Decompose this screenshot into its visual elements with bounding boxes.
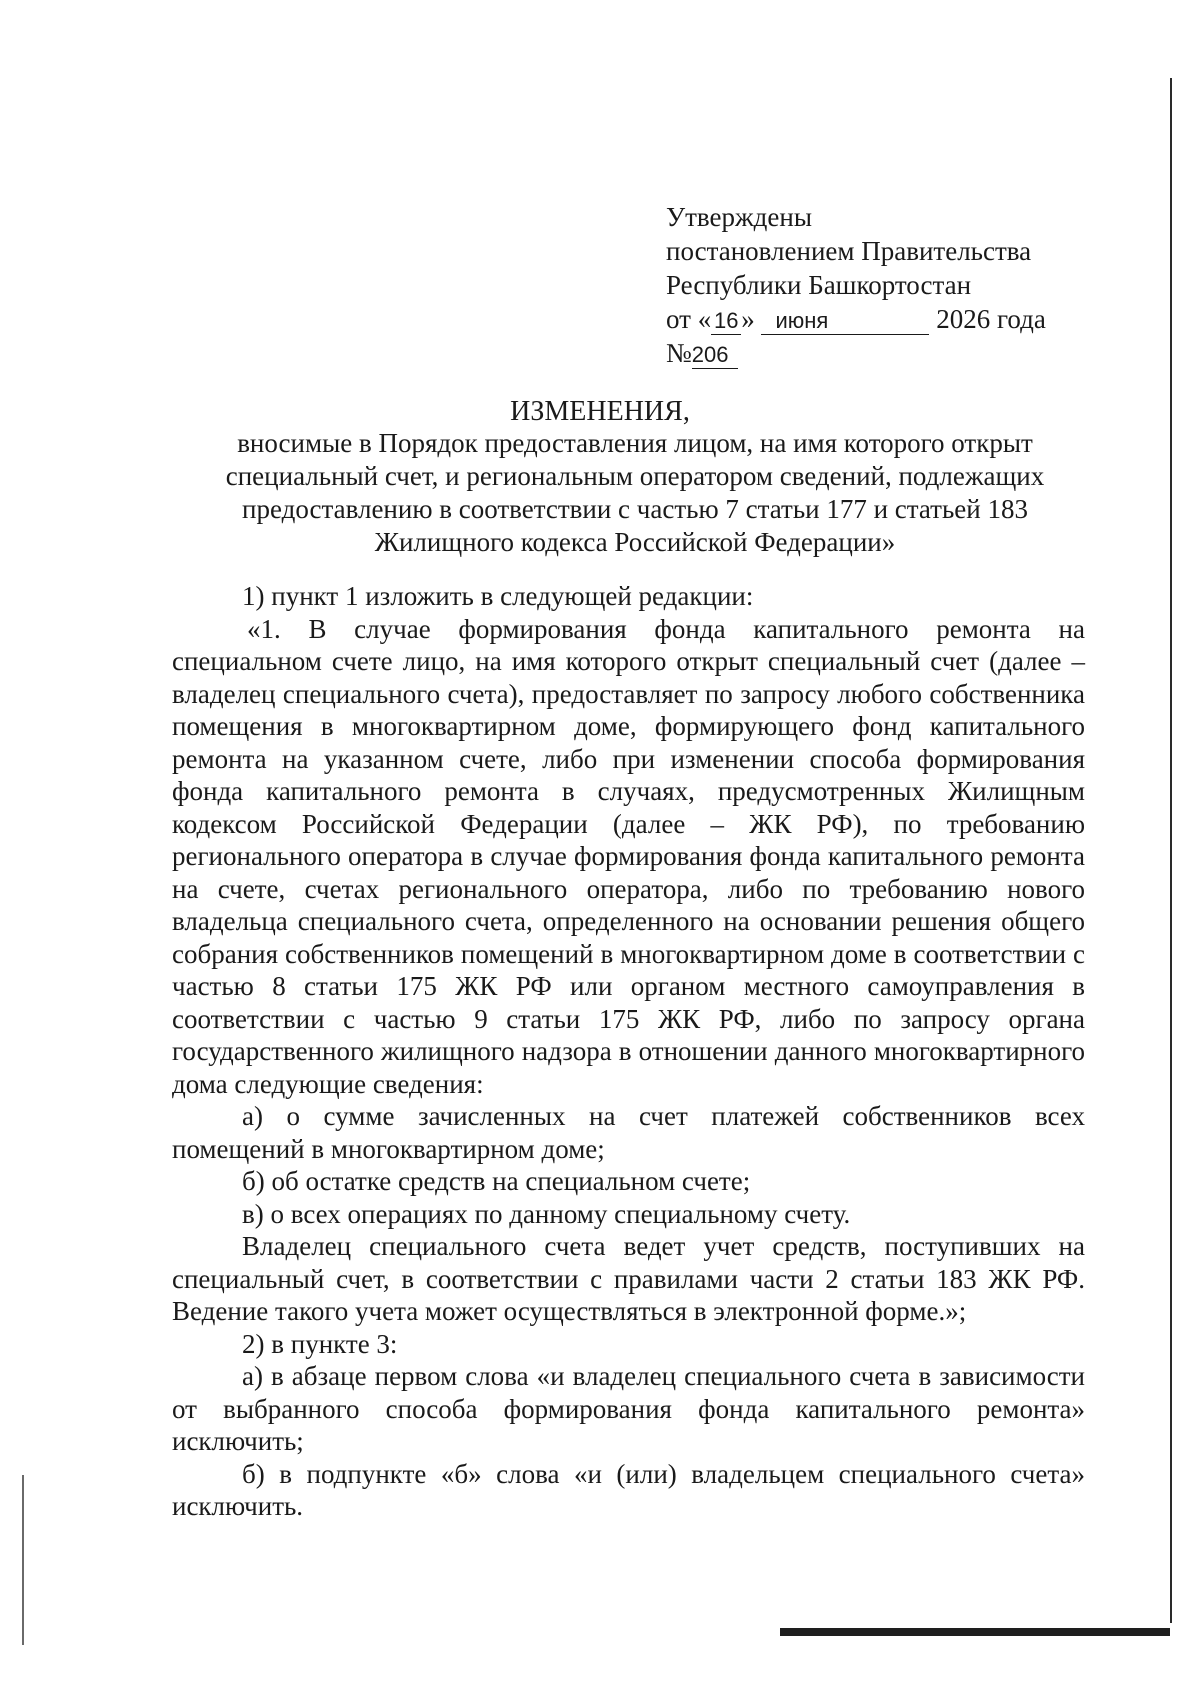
approval-line-1: Утверждены xyxy=(666,202,812,232)
date-year: 2026 года xyxy=(936,304,1046,334)
approval-number xyxy=(666,336,1106,370)
number-prefix: № xyxy=(666,338,692,368)
paragraph-5: в) о всех операциях по данному специальному счету. xyxy=(242,1198,851,1229)
document-subtitle: вносимые в Порядок предоставления лицом, на имя которого открыт специальный счет, и региональным оператором сведений, подлежащих предоставлению в соответствии с частью 7 статьи 177 и статьей 183 Жилищного кодекса Российской Федерации» xyxy=(225,428,1045,557)
paragraph-8: а) в абзаце первом слова «и владелец специального счета в зависимости от выбранного способа формирования фонда капитального ремонта» исключить; xyxy=(172,1361,1085,1456)
paragraph-2: «1. В случае формирования фонда капитального ремонта на специальном счете лицо, на имя которого открыт специальный счет (далее – владелец специального счета), предоставляет по запросу любого собственника помещения в многоквартирном доме, формирующего фонд капитального ремонта на указанном счете, либо при изменении способа формирования фонда капитального ремонта в случаях, предусмотренных Жилищным кодексом Российской Федерации (далее – ЖК РФ), по требованию регионального оператора в случае формирования фонда капитального ремонта на счете, счетах регионального оператора, либо по требованию нового владельца специального счета, определенного на основании решения общего собрания собственников помещений в многоквартирном доме в соответствии с частью 8 статьи 175 ЖК РФ или органом местного самоуправления в соответствии с частью 9 статьи 175 ЖК РФ, либо по запросу органа государственного жилищного надзора в отношении данного многоквартирного дома следующие сведения: xyxy=(172,613,1085,1099)
document-body xyxy=(172,580,1085,1523)
paragraph-6: Владелец специального счета ведет учет средств, поступивших на специальный счет, в соответствии с правилами части 2 статьи 183 ЖК РФ. Ведение такого учета может осуществляться в электронной форме.»; xyxy=(172,1231,1085,1326)
approval-line-2: постановлением Правительства xyxy=(666,236,1032,266)
paragraph-9: б) в подпункте «б» слова «и (или) владельцем специального счета» исключить. xyxy=(172,1458,1085,1521)
approval-line-3: Республики Башкортостан xyxy=(666,270,972,300)
document-title: ИЗМЕНЕНИЯ, xyxy=(510,396,690,427)
scan-border-right xyxy=(1170,78,1172,1623)
approval-date xyxy=(666,302,1106,336)
date-mid: » xyxy=(741,304,755,334)
paragraph-1: 1) пункт 1 изложить в следующей редакции: xyxy=(242,581,754,611)
number-value: 206 xyxy=(692,342,738,369)
date-prefix: от « xyxy=(666,304,712,334)
paragraph-4: б) об остатке средств на специальном счете; xyxy=(242,1166,751,1196)
paragraph-3: а) о сумме зачисленных на счет платежей собственников всех помещений в многоквартирном доме; xyxy=(172,1101,1085,1164)
date-month: июня xyxy=(761,308,929,335)
paragraph-7: 2) в пункте 3: xyxy=(242,1328,398,1359)
approval-stamp xyxy=(666,200,1106,370)
date-day: 16 xyxy=(711,308,741,335)
scan-border-left xyxy=(22,1475,24,1645)
scan-border-bottom xyxy=(780,1628,1170,1636)
